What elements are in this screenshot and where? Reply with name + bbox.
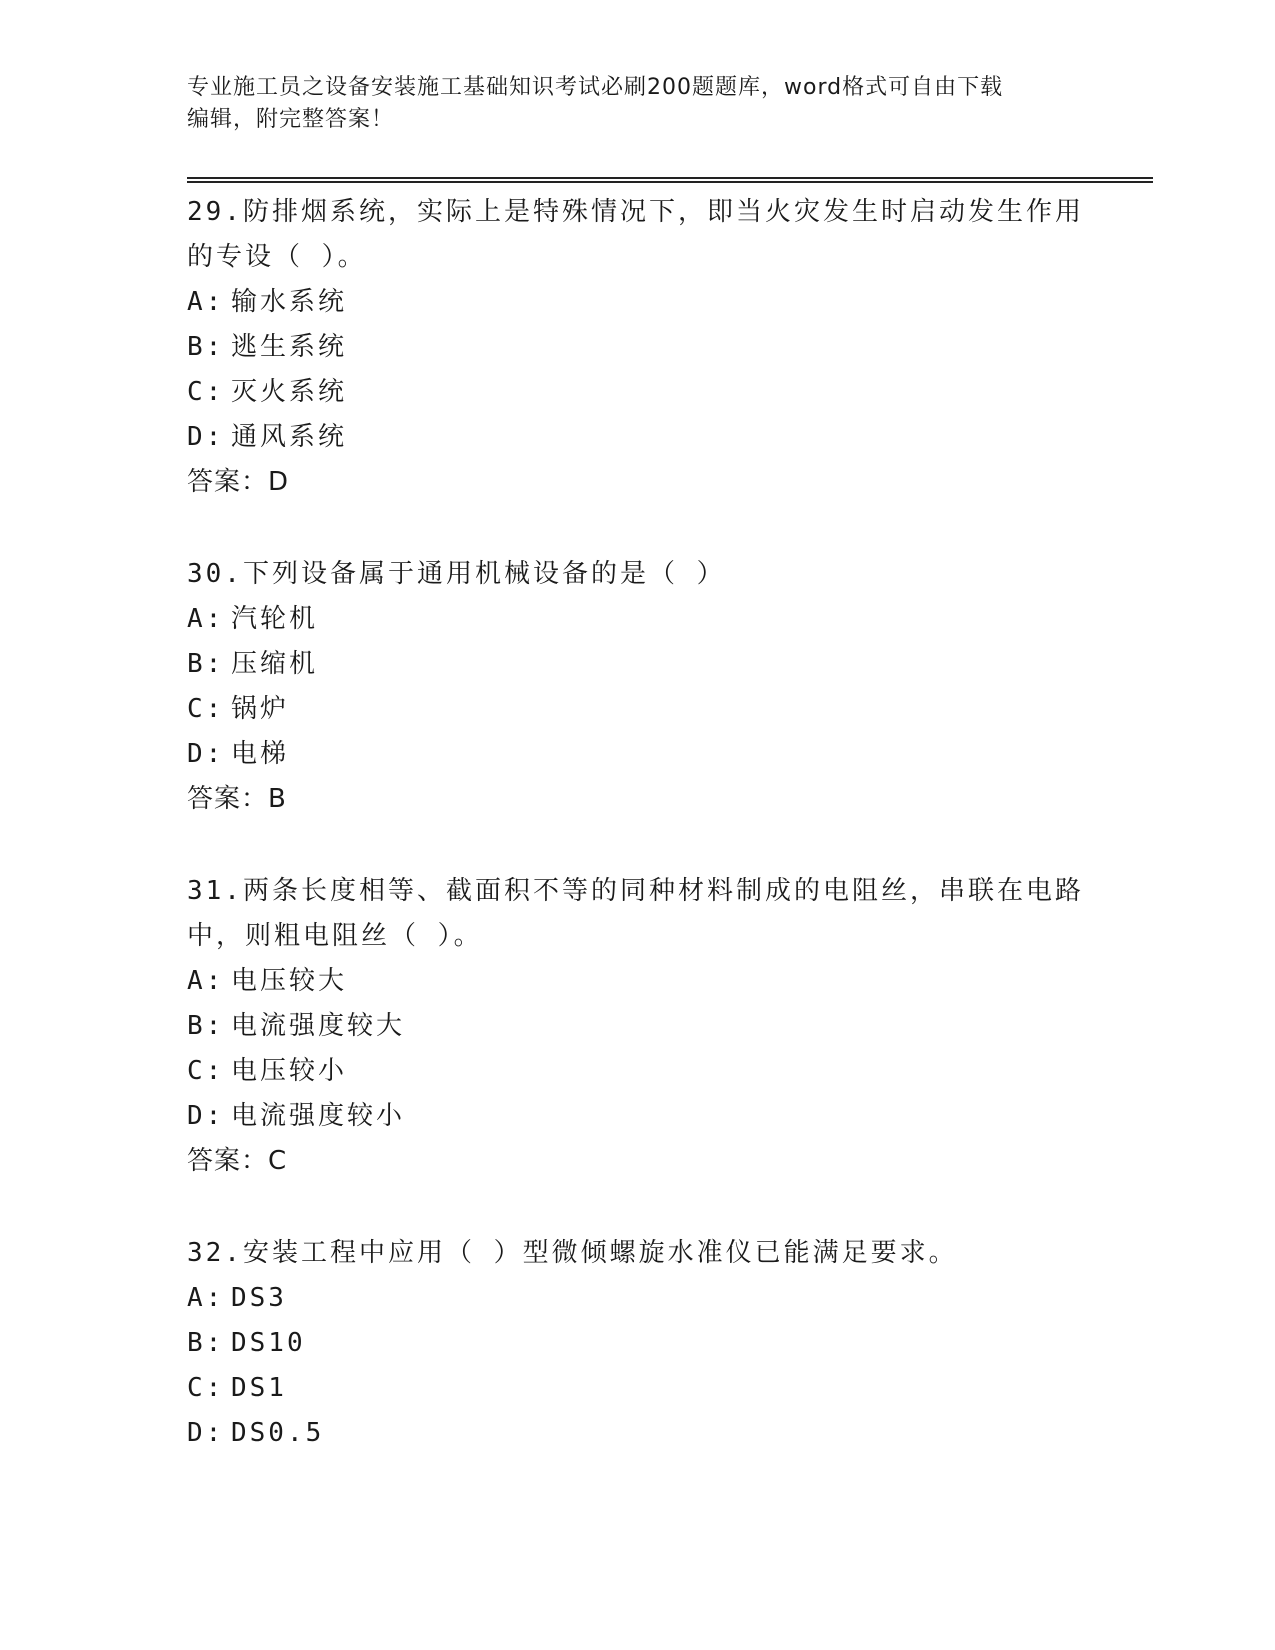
option-text: 电流强度较小 [231,1101,406,1131]
option-letter: A: [187,1283,225,1313]
option-text: 压缩机 [231,649,319,679]
option-letter: B: [187,1011,225,1041]
option-b [187,642,1087,687]
option-d [187,415,1087,460]
option-letter: C: [187,694,225,724]
option-text: DS10 [231,1328,306,1358]
header-title-line-1: 专业施工员之设备安装施工基础知识考试必刷200题题库，word格式可自由下载 [187,75,1004,100]
option-text: 锅炉 [231,694,290,724]
answer-line: 答案：D [187,467,290,497]
question-list [187,190,1087,1456]
header-divider [187,177,1153,183]
option-b [187,1004,1087,1049]
option-b [187,1321,1087,1366]
option-d [187,1094,1087,1139]
option-letter: A: [187,604,225,634]
option-a [187,280,1087,325]
header-title-line-2: 编辑，附完整答案！ [187,107,395,132]
option-d [187,732,1087,777]
question-31 [187,869,1087,1184]
question-stem: 32.安装工程中应用（ ）型微倾螺旋水准仪已能满足要求。 [187,1238,958,1268]
option-letter: C: [187,1056,225,1086]
option-a [187,597,1087,642]
option-b [187,325,1087,370]
option-c [187,1049,1087,1094]
option-text: DS0.5 [231,1418,325,1448]
option-text: 汽轮机 [231,604,319,634]
option-text: 逃生系统 [231,332,348,362]
option-a [187,959,1087,1004]
option-c [187,1366,1087,1411]
option-text: 电压较小 [231,1056,348,1086]
option-text: DS3 [231,1283,287,1313]
document-header [187,72,1067,136]
option-text: 电梯 [231,739,290,769]
answer-line: 答案：B [187,784,287,814]
option-letter: B: [187,1328,225,1358]
option-text: 灭火系统 [231,377,348,407]
question-32 [187,1231,1087,1456]
question-stem-continued: 的专设（ ）。 [187,242,367,272]
question-stem: 29.防排烟系统，实际上是特殊情况下，即当火灾发生时启动发生作用 [187,197,1084,227]
option-c [187,687,1087,732]
answer-line: 答案：C [187,1146,288,1176]
question-stem-continued: 中，则粗电阻丝（ ）。 [187,921,483,951]
option-text: 电流强度较大 [231,1011,406,1041]
option-letter: D: [187,739,225,769]
option-letter: C: [187,377,225,407]
option-d [187,1411,1087,1456]
question-stem: 30.下列设备属于通用机械设备的是（ ） [187,559,726,589]
option-letter: C: [187,1373,225,1403]
option-a [187,1276,1087,1321]
option-text: DS1 [231,1373,287,1403]
option-text: 输水系统 [231,287,348,317]
option-letter: D: [187,422,225,452]
option-letter: D: [187,1418,225,1448]
option-letter: A: [187,287,225,317]
option-text: 电压较大 [231,966,348,996]
option-text: 通风系统 [231,422,348,452]
question-30 [187,552,1087,822]
question-29 [187,190,1087,505]
question-stem: 31.两条长度相等、截面积不等的同种材料制成的电阻丝，串联在电路 [187,876,1084,906]
option-letter: D: [187,1101,225,1131]
option-letter: B: [187,332,225,362]
option-c [187,370,1087,415]
option-letter: B: [187,649,225,679]
option-letter: A: [187,966,225,996]
